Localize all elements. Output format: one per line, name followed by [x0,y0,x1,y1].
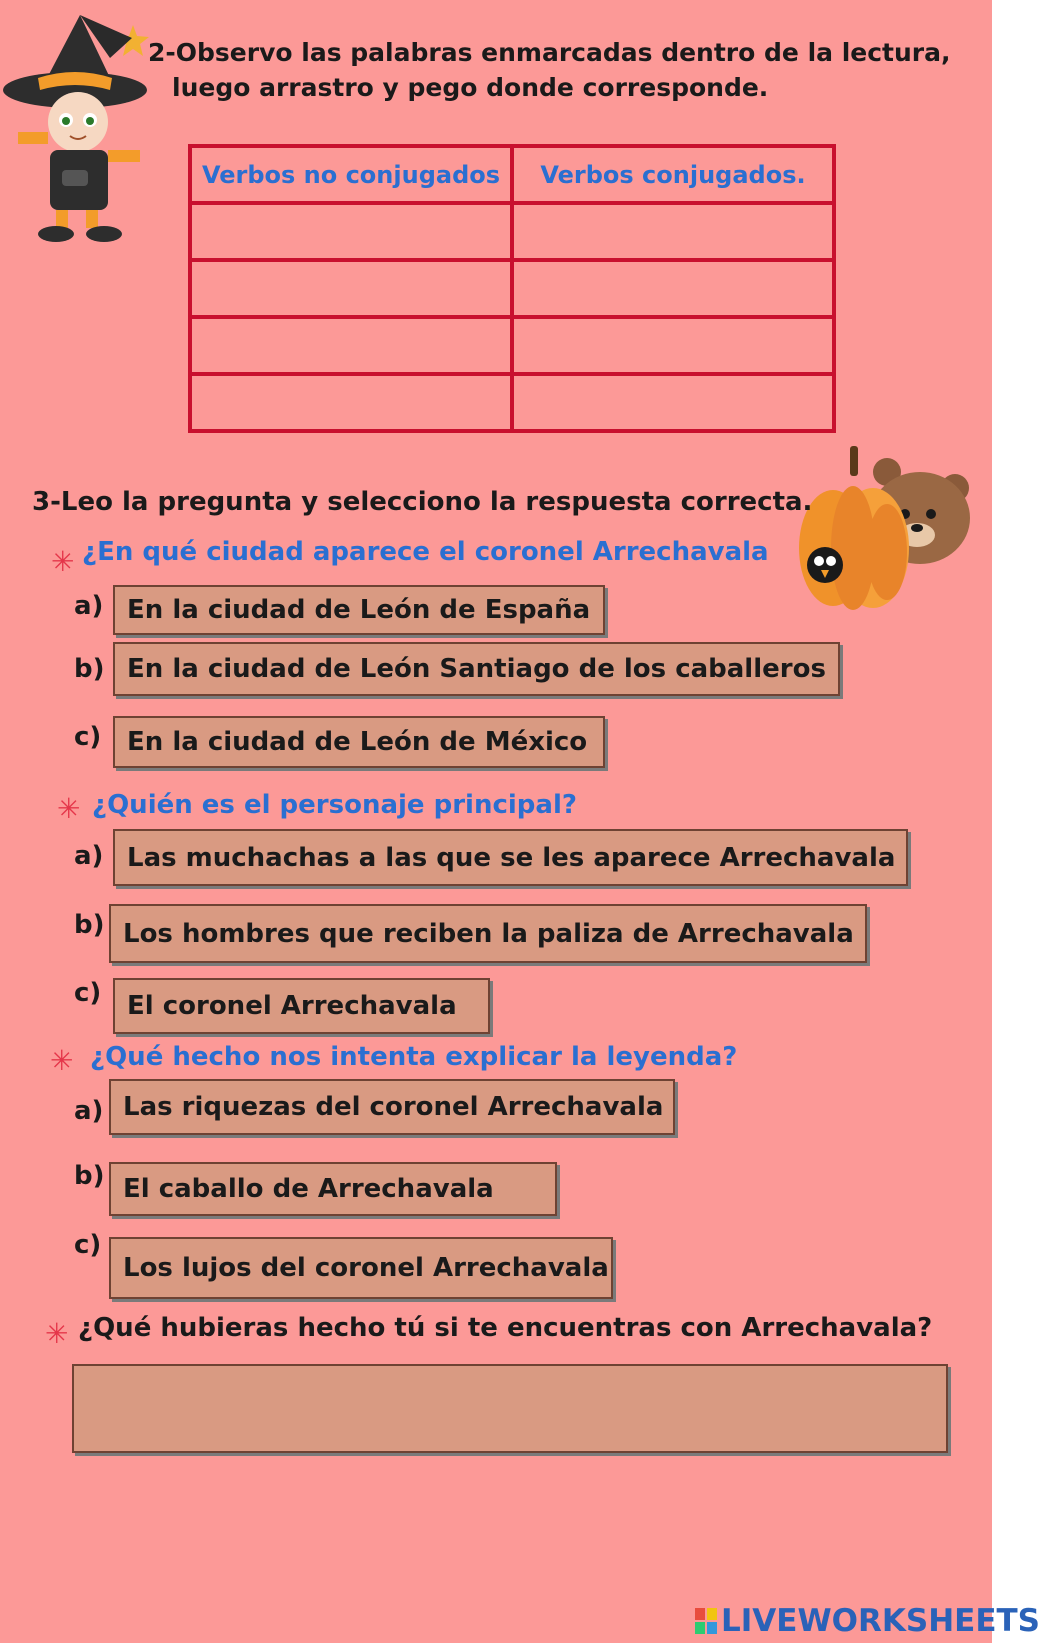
asterisk-star-icon: ✳ [50,1044,74,1077]
liveworksheets-logo [695,1603,1040,1639]
q2-option-a-letter: a) [74,841,104,871]
section3-title: 3-Leo la pregunta y selecciono la respuesta correcta. [32,487,813,517]
section2-title-line1: 2-Observo las palabras enmarcadas dentro de la lectura, [148,38,951,67]
q1-option-c[interactable]: En la ciudad de León de México [113,716,605,768]
q3-option-a-letter: a) [74,1096,104,1126]
question-2: ¿Quién es el personaje principal? [92,790,577,820]
q3-option-c-letter: c) [74,1230,102,1260]
open-question: ¿Qué hubieras hecho tú si te encuentras con Arrechavala? [78,1313,933,1343]
open-answer-textbox[interactable] [72,1364,948,1453]
header-verbos-conjugados: Verbos conjugados. [512,146,834,203]
asterisk-star-icon: ✳ [51,545,75,578]
drop-slot-conjugado-2[interactable] [512,260,834,317]
q3-option-a[interactable]: Las riquezas del coronel Arrechavala [109,1079,675,1135]
table-header-row [190,146,834,203]
q1-option-a[interactable]: En la ciudad de León de España [113,585,605,635]
header-verbos-no-conjugados: Verbos no conjugados [190,146,512,203]
q2-option-c-letter: c) [74,978,102,1008]
q1-option-b-letter: b) [74,654,105,684]
q1-option-a-letter: a) [74,591,104,621]
drop-slot-conjugado-3[interactable] [512,317,834,374]
brand-name: LIVEWORKSHEETS [721,1603,1040,1639]
table-row [190,374,834,431]
q2-option-c[interactable]: El coronel Arrechavala [113,978,490,1034]
witch-character-icon [0,10,160,250]
q3-option-b-letter: b) [74,1161,105,1191]
drop-slot-conjugado-1[interactable] [512,203,834,260]
question-3: ¿Qué hecho nos intenta explicar la leyenda? [90,1042,738,1072]
drop-slot-no-conjugado-1[interactable] [190,203,512,260]
table-row [190,203,834,260]
section2-title-line2: luego arrastro y pego donde corresponde. [172,73,769,102]
liveworksheets-mark-icon [695,1608,717,1634]
table-row [190,260,834,317]
drop-slot-no-conjugado-4[interactable] [190,374,512,431]
drop-slot-no-conjugado-2[interactable] [190,260,512,317]
question-1: ¿En qué ciudad aparece el coronel Arrechavala [82,537,769,567]
table-row [190,317,834,374]
q3-option-b[interactable]: El caballo de Arrechavala [109,1162,557,1216]
drop-slot-no-conjugado-3[interactable] [190,317,512,374]
q1-option-b[interactable]: En la ciudad de León Santiago de los caballeros [113,642,840,696]
drop-slot-conjugado-4[interactable] [512,374,834,431]
q2-option-b-letter: b) [74,910,105,940]
asterisk-star-icon: ✳ [57,792,81,825]
q1-option-c-letter: c) [74,722,102,752]
q2-option-a[interactable]: Las muchachas a las que se les aparece Arrechavala [113,829,908,886]
q3-option-c[interactable]: Los lujos del coronel Arrechavala [109,1237,613,1299]
q2-option-b[interactable]: Los hombres que reciben la paliza de Arrechavala [109,904,867,963]
pumpkin-bear-icon [795,440,980,615]
verbs-table [188,144,836,433]
asterisk-star-icon: ✳ [45,1317,69,1350]
